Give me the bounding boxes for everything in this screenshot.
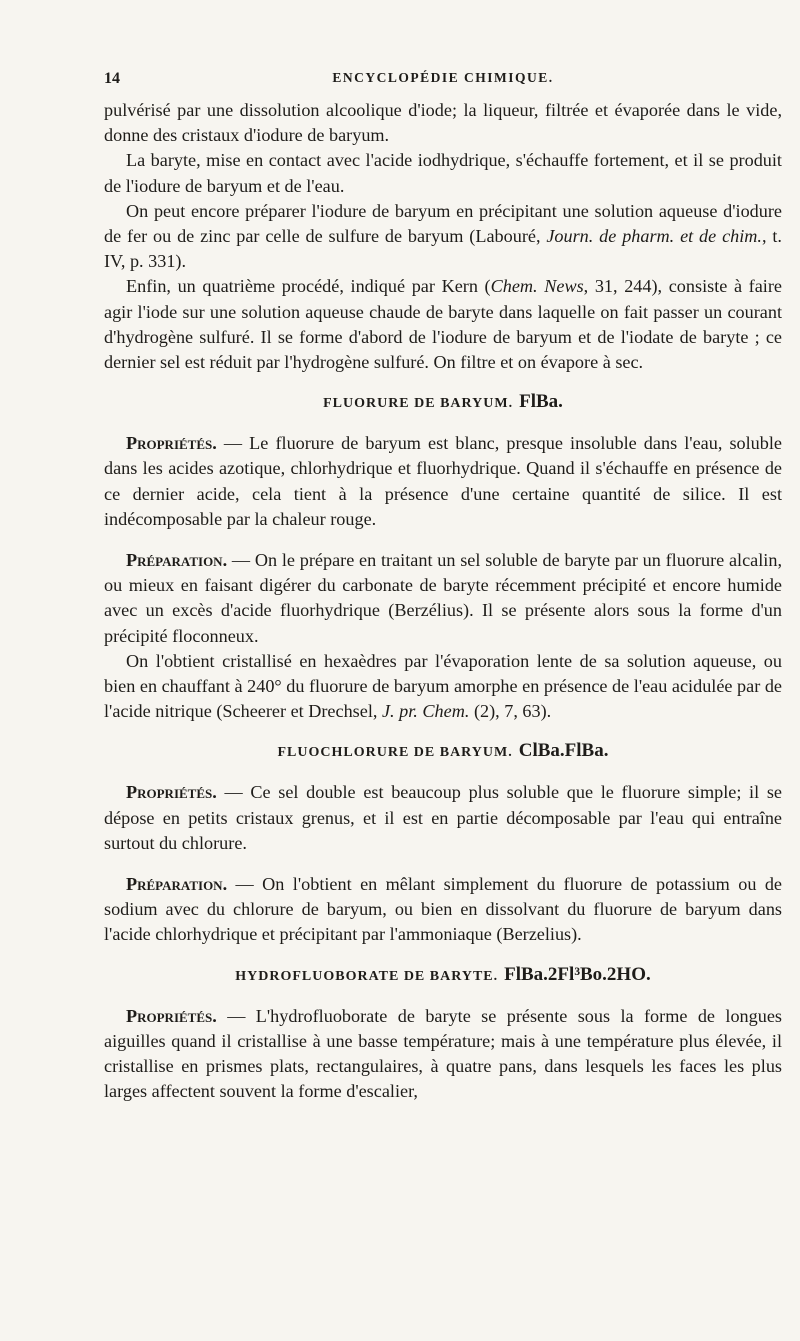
paragraph-text: — L'hydrofluoborate de baryte se présente sous la forme de longues aiguilles quand il cristallise à une basse température; mais à une température plus élevée, il cristallise en prismes plats, rectangulaires, à quatre pans, dans lesquels les faces les plus larges affectent souvent la forme d'escalier, [104,1005,782,1102]
paragraph [104,199,782,275]
paragraph-text: Enfin, un quatrième procédé, indiqué par Kern ( [126,276,491,297]
paragraph-label: Propriétés. [126,1005,217,1026]
paragraph [104,872,782,948]
paragraph-text: — Le fluorure de baryum est blanc, presque insoluble dans l'eau, soluble dans les acides azotique, chlorhydrique et fluorhydrique. Quand il s'échauffe en présence de ce dernier acide, cela tient à la présence d'une certaine quantité de silice. Il est indécomposable par la chaleur rouge. [104,433,782,529]
paragraph [104,431,782,532]
chemical-formula: ClBa.FlBa. [518,740,609,762]
paragraph [104,98,782,148]
paragraph-text: (2), 7, 63). [469,701,552,722]
paragraph-text: On l'obtient cristallisé en hexaèdres par l'évaporation lente de sa solution aqueuse, ou bien en chauffant à 240° du fluorure de baryum amorphe en présence de l'eau acidulée par de l'acide nitrique (Scheerer et Drechsel, [104,650,782,722]
section-title [104,740,782,764]
citation: Journ. de pharm. et de chim. [546,226,762,247]
paragraph [104,649,782,725]
paragraph-label: Préparation. [126,550,228,571]
paragraph-label: Propriétés. [126,782,217,803]
paragraph [104,148,782,198]
section-title-text: HYDROFLUOBORATE DE BARYTE. [235,968,499,984]
section-title [104,964,782,988]
page-number: 14 [104,70,120,87]
section-title-text: FLUOCHLORURE DE BARYUM. [277,745,513,761]
citation: J. pr. Chem. [381,701,470,722]
paragraph-text: La baryte, mise en contact avec l'acide iodhydrique, s'échauffe fortement, et il se produit de l'iodure de baryum et de l'eau. [104,150,782,196]
section-title-text: FLUORURE DE BARYUM. [323,396,514,412]
citation: Chem. News [490,276,584,297]
chemical-formula: FlBa. [519,391,563,413]
paragraph-text: — On le prépare en traitant un sel soluble de baryte par un fluorure alcalin, ou mieux en faisant digérer du carbonate de baryte récemment précipité et encore humide avec un excès d'acide fluorhydrique (Berzélius). Il se présente alors sous la forme d'un précipité floconneux. [104,550,782,646]
section-title [104,391,782,415]
paragraph-text: — On l'obtient en mêlant simplement du fluorure de potassium ou de sodium avec du chlorure de baryum, ou bien en dissolvant du fluorure de baryum dans l'acide chlorhydrique et précipitant par l'ammoniaque (Berzelius). [104,874,782,945]
paragraph-text: , 31, 244), consiste à faire agir l'iode sur une solution aqueuse chaude de baryte dans laquelle on fait passer un courant d'hydrogène sulfuré. Il se forme d'abord de l'iodure de baryum et de l'iodate de baryte ; ce dernier sel est réduit par l'hydrogène sulfuré. On filtre et on évapore à sec. [104,276,782,373]
paragraph-text: , t. IV, p. 331). [104,226,782,272]
paragraph-label: Préparation. [126,874,228,895]
paragraph [104,274,782,375]
paragraph [104,1004,782,1105]
chemical-formula: FlBa.2Fl³Bo.2HO. [504,963,651,985]
paragraph-text: pulvérisé par une dissolution alcoolique d'iode; la liqueur, filtrée et évaporée dans le vide, donne des cristaux d'iodure de baryum. [104,100,782,146]
paragraph-text: On peut encore préparer l'iodure de baryum en précipitant une solution aqueuse d'iodure de fer ou de zinc par celle de sulfure de baryum (Labouré, [104,200,782,247]
page-header [104,70,782,96]
paragraph-text: — Ce sel double est beaucoup plus soluble que le fluorure simple; il se dépose en petits cristaux grenus, et il est en partie décomposable par l'eau qui entraîne surtout du chlorure. [104,782,782,853]
paragraph [104,780,782,856]
running-head: ENCYCLOPÉDIE CHIMIQUE. [332,70,554,85]
paragraph-label: Propriétés. [126,433,217,454]
paragraph [104,548,782,649]
